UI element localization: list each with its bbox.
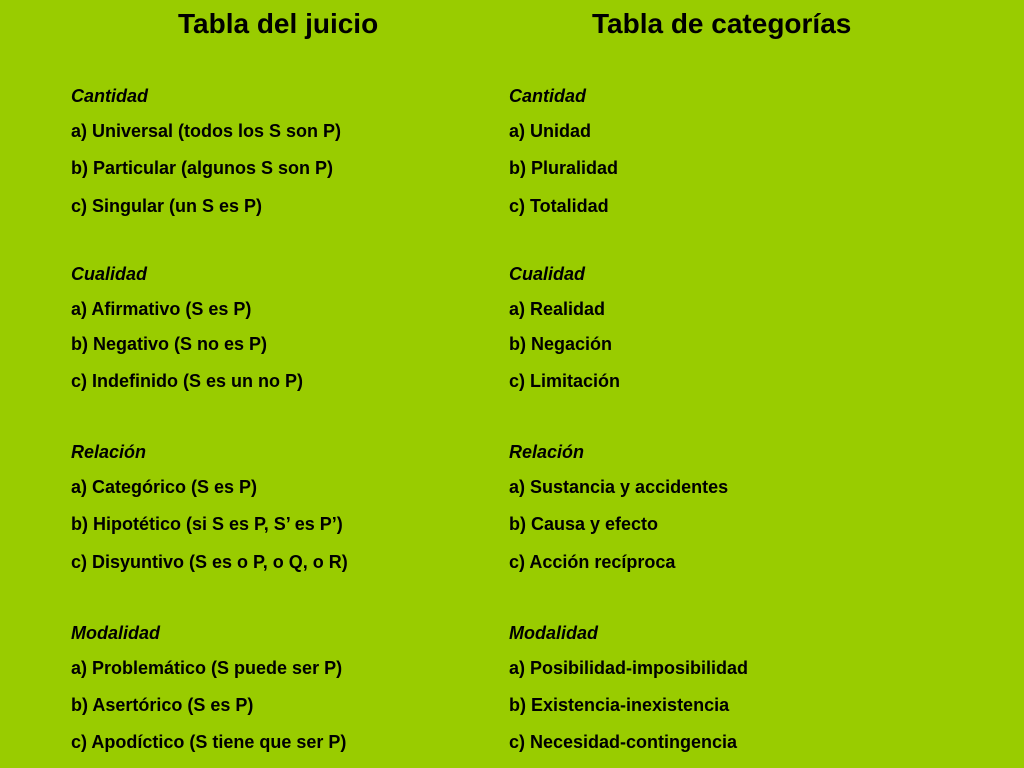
judgment-table-column xyxy=(71,0,491,768)
list-item: b) Causa y efecto xyxy=(509,514,659,534)
list-item: b) Asertórico (S es P) xyxy=(71,695,254,715)
section-heading-modalidad: Modalidad xyxy=(71,623,160,643)
judgment-table-title: Tabla del juicio xyxy=(178,8,379,39)
list-item: c) Singular (un S es P) xyxy=(71,196,263,216)
list-item: c) Totalidad xyxy=(509,196,609,216)
list-item: a) Categórico (S es P) xyxy=(71,477,258,497)
list-item: c) Apodíctico (S tiene que ser P) xyxy=(71,732,347,752)
list-item: b) Negativo (S no es P) xyxy=(71,334,268,354)
list-item: b) Hipotético (si S es P, S’ es P’) xyxy=(71,514,343,534)
list-item: b) Negación xyxy=(509,334,613,354)
list-item: c) Necesidad-contingencia xyxy=(509,732,738,752)
list-item: b) Pluralidad xyxy=(509,158,619,178)
list-item: b) Particular (algunos S son P) xyxy=(71,158,334,178)
list-item: c) Indefinido (S es un no P) xyxy=(71,371,303,391)
list-item: c) Limitación xyxy=(509,371,621,391)
list-item: a) Unidad xyxy=(509,121,592,141)
section-heading-cualidad: Cualidad xyxy=(71,264,148,284)
section-heading-relacion: Relación xyxy=(509,442,585,462)
section-heading-cantidad: Cantidad xyxy=(509,86,587,106)
list-item: a) Realidad xyxy=(509,299,606,319)
list-item: a) Sustancia y accidentes xyxy=(509,477,729,497)
section-heading-cualidad: Cualidad xyxy=(509,264,586,284)
section-heading-cantidad: Cantidad xyxy=(71,86,149,106)
categories-table-column xyxy=(509,0,929,768)
list-item: c) Disyuntivo (S es o P, o Q, o R) xyxy=(71,552,348,572)
list-item: a) Problemático (S puede ser P) xyxy=(71,658,343,678)
section-heading-relacion: Relación xyxy=(71,442,147,462)
list-item: a) Afirmativo (S es P) xyxy=(71,299,252,319)
section-heading-modalidad: Modalidad xyxy=(509,623,598,643)
list-item: c) Acción recíproca xyxy=(509,552,676,572)
list-item: a) Posibilidad-imposibilidad xyxy=(509,658,749,678)
list-item: b) Existencia-inexistencia xyxy=(509,695,730,715)
categories-table-title: Tabla de categorías xyxy=(592,8,852,39)
list-item: a) Universal (todos los S son P) xyxy=(71,121,342,141)
